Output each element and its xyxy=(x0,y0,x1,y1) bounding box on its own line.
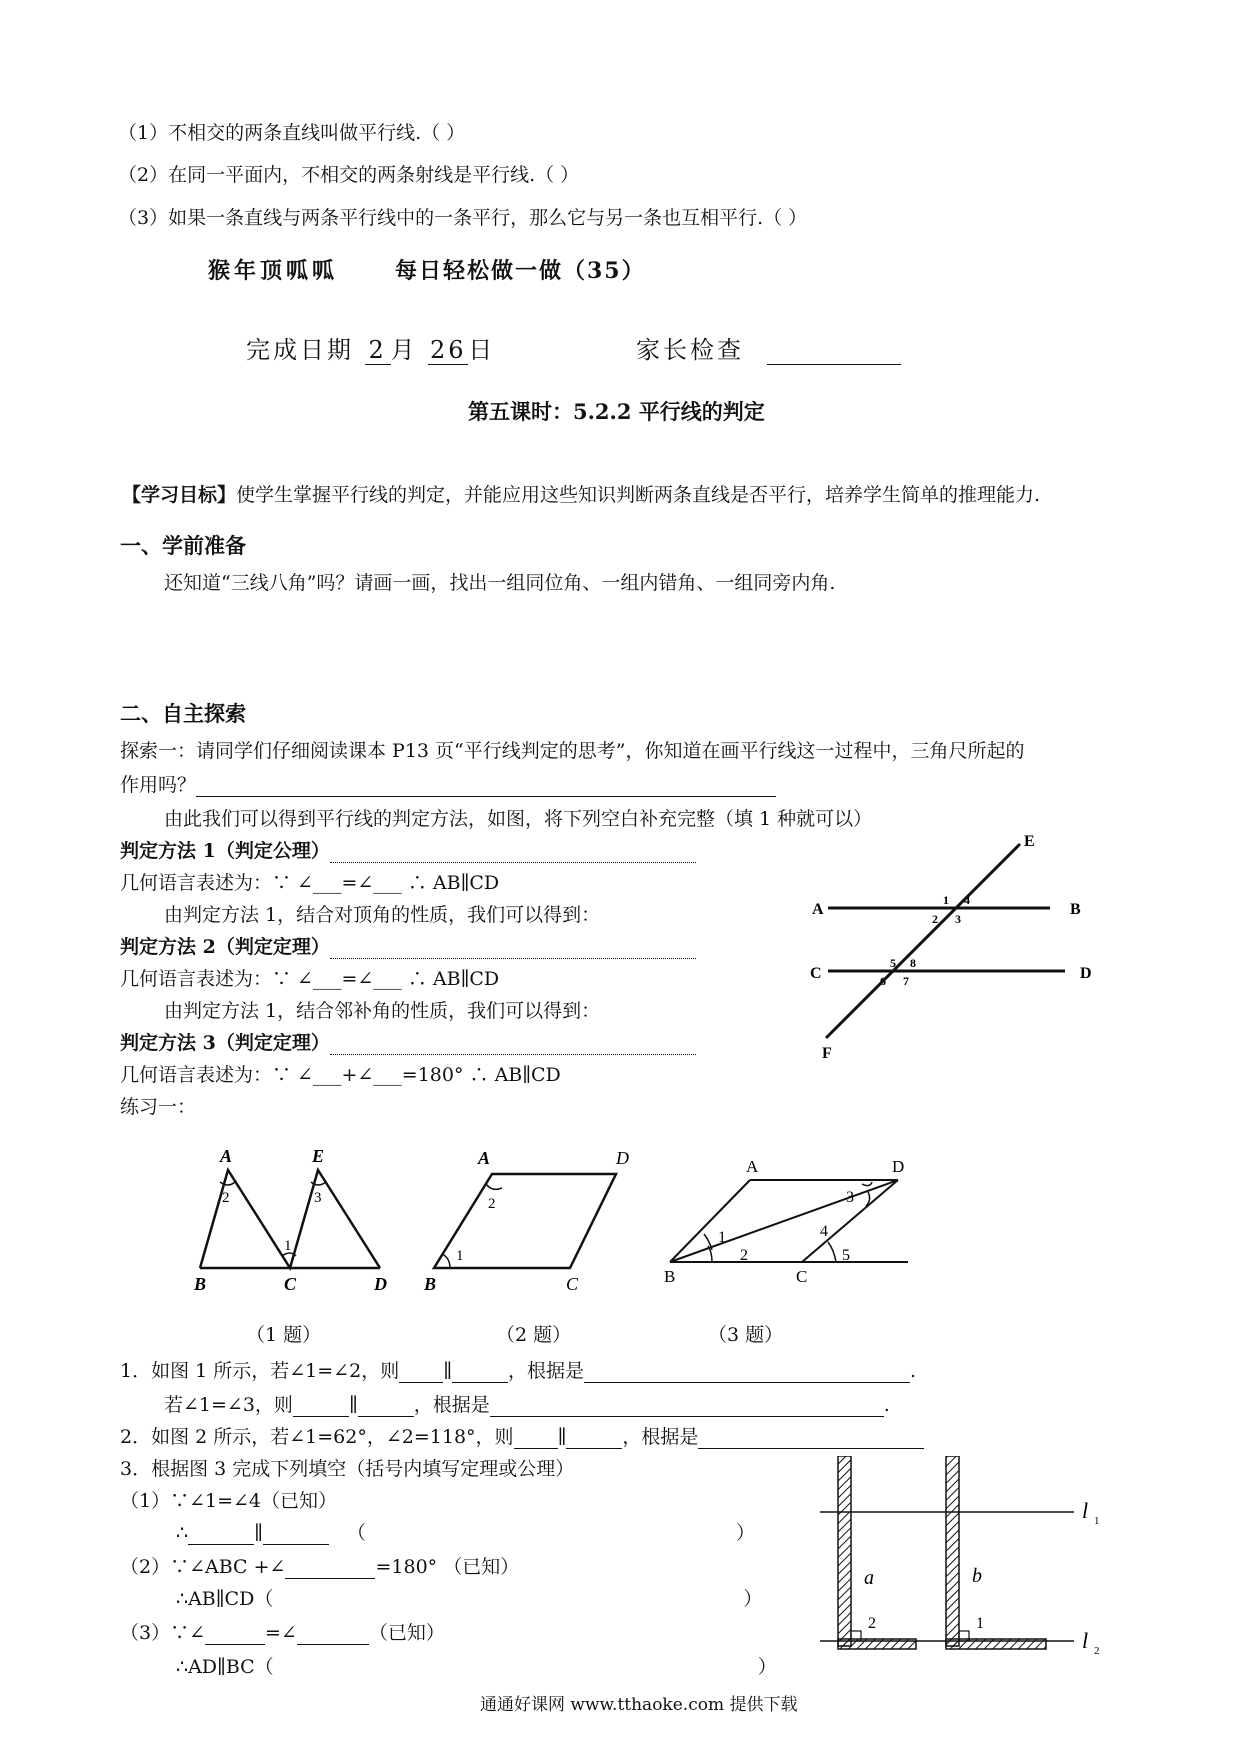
p2b-paren-close: ） xyxy=(743,1588,763,1610)
fig1-label-D: D xyxy=(374,1274,387,1294)
q1a-text: 1．如图 1 所示，若∠1=∠2，则 xyxy=(120,1360,400,1382)
method2-title: 判定方法 2（判定定理） xyxy=(120,936,330,958)
practice-label: 练习一： xyxy=(120,1096,197,1118)
q2-parallel: ∥ xyxy=(557,1426,567,1448)
parent-signature-blank[interactable] xyxy=(767,340,901,365)
p2-blank[interactable] xyxy=(285,1558,375,1579)
method3-blank[interactable] xyxy=(330,1034,696,1055)
angle-2: 2 xyxy=(932,912,938,926)
label-B: B xyxy=(1070,901,1081,918)
q1b-blank-2[interactable] xyxy=(358,1396,414,1417)
fig1-label-B: B xyxy=(194,1274,207,1294)
fig2-label-B: B xyxy=(424,1274,437,1294)
label-l1-sub: 1 xyxy=(1094,1515,1100,1527)
angle-8: 8 xyxy=(910,956,916,970)
q2-blank-2[interactable] xyxy=(566,1428,622,1449)
q2-reason-blank[interactable] xyxy=(698,1428,924,1449)
rails-angle-1: 1 xyxy=(976,1615,984,1632)
q2-reason-label: ，根据是 xyxy=(622,1426,699,1448)
goal-text: 使学生掌握平行线的判定，并能应用这些知识判断两条直线是否平行，培养学生简单的推理能力. xyxy=(236,484,1041,506)
method2-blank[interactable] xyxy=(330,938,696,959)
date-label: 完成日期 xyxy=(246,336,354,364)
section2-heading: 二、自主探索 xyxy=(120,701,246,726)
fig3-angle-2: 2 xyxy=(740,1247,748,1264)
p2-end: =180° （已知） xyxy=(375,1556,520,1578)
day-value: 26 xyxy=(430,336,467,364)
p2-text: （2）∵∠ABC +∠ xyxy=(120,1556,286,1578)
label-C: C xyxy=(810,965,822,982)
fig1-angle-1: 1 xyxy=(284,1238,292,1254)
practice-figure-1 xyxy=(190,1140,410,1310)
fig3-angle-5: 5 xyxy=(842,1247,850,1264)
label-l1: l xyxy=(1082,1498,1089,1523)
method3-row xyxy=(120,1028,696,1055)
p1b-paren-open: （ xyxy=(346,1522,366,1544)
explore-line1: 探索一：请同学们仔细阅读课本 P13 页“平行线判定的思考”，你知道在画平行线这一过程中，三角尺所起的 xyxy=(120,740,1025,762)
q3-part2-conclusion xyxy=(176,1584,762,1611)
post-a xyxy=(838,1456,851,1646)
question-1a: 1．如图 1 所示，若∠1=∠2，则 ∥ ，根据是 . xyxy=(120,1360,917,1382)
q1a-reason-label: ，根据是 xyxy=(507,1360,584,1382)
q1b-reason-blank[interactable] xyxy=(490,1396,884,1417)
p1b-paren-close: ） xyxy=(735,1522,755,1544)
intro-q2: （2）在同一平面内，不相交的两条射线是平行线.（ ） xyxy=(118,164,580,186)
method1-blank[interactable] xyxy=(330,842,696,863)
practice-figure-3 xyxy=(660,1150,920,1290)
p1b-blank-2[interactable] xyxy=(263,1524,329,1545)
p1b-blank-1[interactable] xyxy=(188,1524,254,1545)
p3b-paren-close: ） xyxy=(757,1656,777,1678)
fig2-label-D: D xyxy=(616,1148,629,1168)
q1b-text: 若∠1=∠3，则 xyxy=(164,1394,293,1416)
fig1-angle-3: 3 xyxy=(314,1190,322,1206)
method-intro: 由此我们可以得到平行线的判定方法，如图，将下列空白补充完整（填 1 种就可以） xyxy=(164,808,873,830)
fig2-label-C: C xyxy=(566,1274,579,1294)
question-1b: 若∠1=∠3，则 ∥ ，根据是 . xyxy=(164,1394,890,1416)
q3-part3-conclusion xyxy=(176,1652,777,1679)
fig1-label-E: E xyxy=(312,1146,325,1166)
fig3-caption: （3 题） xyxy=(708,1324,784,1346)
q1b-blank-1[interactable] xyxy=(293,1396,349,1417)
explore-answer-blank[interactable] xyxy=(196,776,776,797)
series-title: 每日轻松做一做（35） xyxy=(395,258,646,284)
intro-q1: （1）不相交的两条直线叫做平行线.（ ） xyxy=(118,122,466,144)
fig3-label-C: C xyxy=(796,1267,808,1286)
practice-figure-2 xyxy=(420,1140,650,1310)
fig3-angle-3: 3 xyxy=(846,1189,854,1206)
date-row xyxy=(246,330,495,365)
method3-title: 判定方法 3（判定定理） xyxy=(120,1032,330,1054)
explore-line2 xyxy=(120,770,776,797)
q1a-reason-blank[interactable] xyxy=(584,1362,910,1383)
post-b xyxy=(946,1456,959,1646)
fig2-label-A: A xyxy=(478,1148,491,1168)
fig2-caption: （2 题） xyxy=(496,1324,572,1346)
intro-q3: （3）如果一条直线与两条平行线中的一条平行，那么它与另一条也互相平行.（ ） xyxy=(118,207,808,229)
brand-title: 猴年顶呱呱 xyxy=(208,258,339,284)
rails-figure xyxy=(820,1456,1120,1666)
fig3-angle-1: 1 xyxy=(718,1229,726,1246)
p3-text: （3）∵∠ xyxy=(120,1622,206,1644)
q1a-blank-1[interactable] xyxy=(399,1362,443,1383)
label-l2: l xyxy=(1082,1628,1089,1653)
angle-4: 4 xyxy=(964,893,970,907)
method1-title: 判定方法 1（判定公理） xyxy=(120,840,330,862)
fig1-caption: （1 题） xyxy=(246,1324,322,1346)
fig1-label-A: A xyxy=(220,1146,233,1166)
p1b-parallel: ∥ xyxy=(254,1522,263,1544)
label-l2-sub: 2 xyxy=(1094,1645,1100,1657)
p3b-text: ∴AD∥BC（ xyxy=(176,1656,274,1678)
method1-note: 由判定方法 1，结合对顶角的性质，我们可以得到： xyxy=(164,904,601,926)
label-b: b xyxy=(972,1565,982,1587)
label-a: a xyxy=(864,1567,874,1589)
q1b-parallel: ∥ xyxy=(348,1394,358,1416)
goal-tag: 【学习目标】 xyxy=(122,484,237,506)
angle-3: 3 xyxy=(955,912,961,926)
q3-part1-conclusion xyxy=(176,1518,755,1545)
fig3-label-A: A xyxy=(746,1157,759,1176)
q2-blank-1[interactable] xyxy=(514,1428,558,1449)
fig2-angle-1: 1 xyxy=(456,1248,464,1264)
fig3-angle-4: 4 xyxy=(820,1223,828,1240)
q3-part2 xyxy=(120,1552,519,1579)
parent-check-label: 家长检查 xyxy=(636,336,744,364)
method1-expr: 几何语言表述为：∵ ∠___=∠___ ∴ AB∥CD xyxy=(120,872,500,894)
month-value: 2 xyxy=(365,336,391,365)
label-E: E xyxy=(1024,833,1035,850)
q1a-parallel: ∥ xyxy=(443,1360,452,1382)
q3-part1: （1）∵∠1=∠4（已知） xyxy=(120,1490,338,1512)
rails-angle-2: 2 xyxy=(868,1615,876,1632)
q2-text: 2．如图 2 所示，若∠1=62°，∠2=118°，则 xyxy=(120,1426,514,1448)
label-A: A xyxy=(812,901,824,918)
footer: 通通好课网 www.tthaoke.com 提供下载 xyxy=(480,1695,798,1715)
method2-note: 由判定方法 1，结合邻补角的性质，我们可以得到： xyxy=(164,1000,601,1022)
parent-check-row xyxy=(636,330,901,365)
method2-row xyxy=(120,932,696,959)
month-unit: 月 xyxy=(390,336,418,364)
p3-blank-2[interactable] xyxy=(297,1624,369,1645)
angle-5: 5 xyxy=(890,956,896,970)
label-F: F xyxy=(822,1045,832,1060)
angle-6: 6 xyxy=(880,974,886,988)
q3-part3 xyxy=(120,1618,445,1645)
section1-text: 还知道“三线八角”吗？请画一画，找出一组同位角、一组内错角、一组同旁内角. xyxy=(164,572,836,594)
question-3: 3．根据图 3 完成下列填空（括号内填写定理或公理） xyxy=(120,1458,575,1480)
angle-7: 7 xyxy=(903,974,909,988)
fig3-label-D: D xyxy=(892,1157,905,1176)
p2b-text: ∴AB∥CD（ xyxy=(176,1588,274,1610)
fig2-angle-2: 2 xyxy=(488,1196,496,1212)
fig1-label-C: C xyxy=(284,1274,297,1294)
question-2 xyxy=(120,1422,924,1449)
section1-heading: 一、学前准备 xyxy=(120,533,246,558)
q1a-blank-2[interactable] xyxy=(452,1362,508,1383)
parallel-lines-figure xyxy=(800,830,1120,1060)
method2-expr: 几何语言表述为：∵ ∠___=∠___ ∴ AB∥CD xyxy=(120,968,500,990)
transversal-ef xyxy=(826,844,1020,1038)
angle-1: 1 xyxy=(943,893,949,907)
p3-equals: =∠ xyxy=(265,1622,297,1644)
method3-expr: 几何语言表述为：∵ ∠___+∠___=180° ∴ AB∥CD xyxy=(120,1064,561,1086)
p3-end: （已知） xyxy=(368,1622,445,1644)
fig1-angle-2: 2 xyxy=(222,1190,230,1206)
p3-blank-1[interactable] xyxy=(205,1624,265,1645)
q1b-reason-label: ，根据是 xyxy=(413,1394,490,1416)
fig3-label-B: B xyxy=(664,1267,676,1286)
explore-line2-text: 作用吗？ xyxy=(120,774,197,796)
learning-goal xyxy=(122,480,1040,507)
day-unit: 日 xyxy=(468,336,496,364)
lesson-title: 第五课时：5.2.2 平行线的判定 xyxy=(468,399,765,424)
method1-row xyxy=(120,836,696,863)
label-D: D xyxy=(1080,965,1092,982)
p1b-therefore: ∴ xyxy=(176,1522,189,1544)
